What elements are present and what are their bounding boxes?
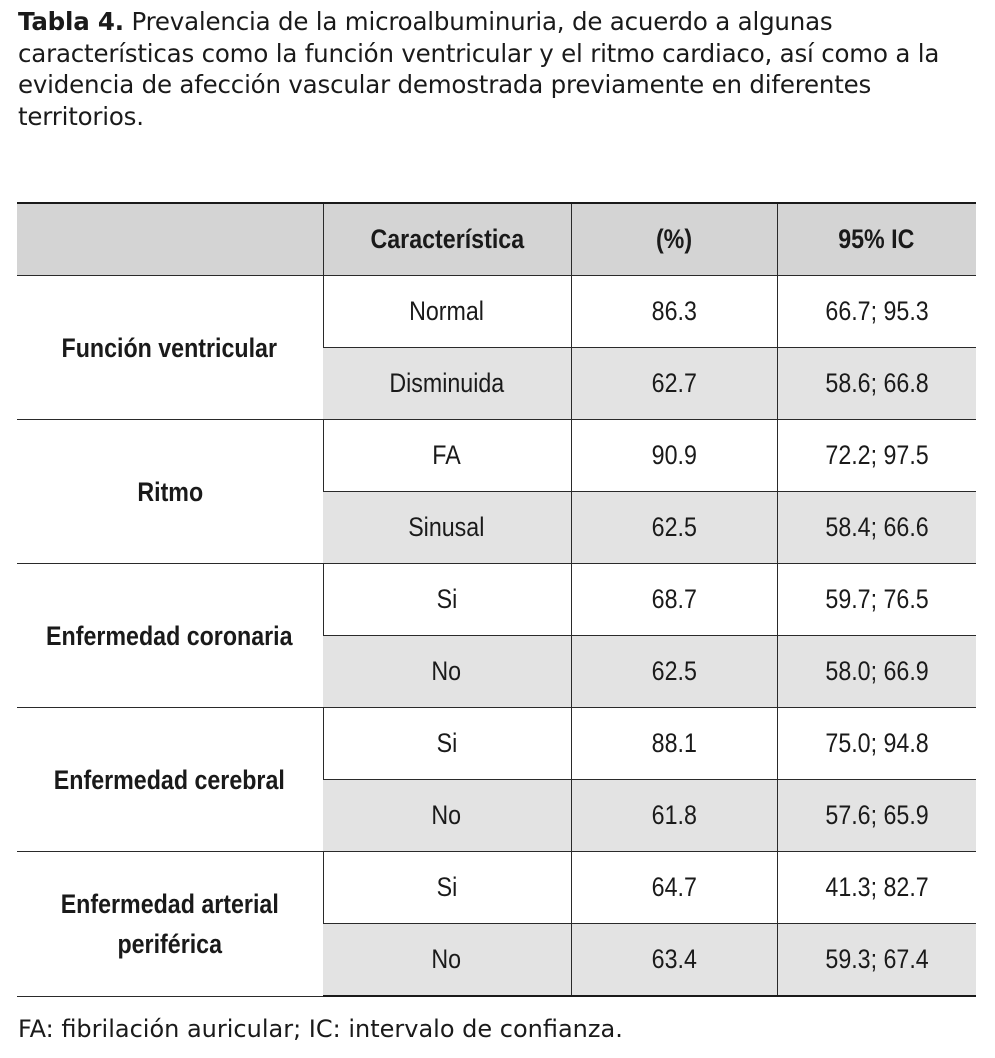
percent-cell xyxy=(571,780,777,852)
table-row xyxy=(17,276,976,348)
footnote: FA: fibrilación auricular; IC: intervalo de confianza. xyxy=(18,1015,623,1043)
group-label xyxy=(17,276,323,420)
ic-cell-value: 57.6; 65.9 xyxy=(825,800,929,830)
percent-cell-value: 64.7 xyxy=(651,872,697,902)
group-label xyxy=(17,564,323,708)
table-row xyxy=(17,420,976,492)
ic-cell-value: 41.3; 82.7 xyxy=(825,872,929,902)
group-label xyxy=(17,852,323,997)
percent-cell-value: 62.5 xyxy=(651,656,697,686)
group-label xyxy=(17,420,323,564)
header-ic-label: 95% IC xyxy=(838,224,915,254)
caracteristica-cell-value: No xyxy=(431,800,462,830)
percent-cell-value: 68.7 xyxy=(651,584,697,614)
percent-cell xyxy=(571,564,777,636)
group-label-text: Enfermedad cerebral xyxy=(54,764,286,795)
header-percent-label: (%) xyxy=(655,224,693,254)
percent-cell xyxy=(571,924,777,997)
ic-cell xyxy=(777,636,976,708)
caracteristica-cell xyxy=(323,924,571,997)
ic-cell-value: 75.0; 94.8 xyxy=(825,728,929,758)
ic-cell-value: 58.0; 66.9 xyxy=(825,656,929,686)
ic-cell xyxy=(777,420,976,492)
percent-cell xyxy=(571,492,777,564)
caracteristica-cell xyxy=(323,636,571,708)
ic-cell-value: 66.7; 95.3 xyxy=(825,296,929,326)
percent-cell xyxy=(571,852,777,924)
ic-cell xyxy=(777,780,976,852)
percent-cell-value: 88.1 xyxy=(651,728,697,758)
header-ic xyxy=(777,203,976,276)
caracteristica-cell-value: Si xyxy=(436,728,458,758)
caracteristica-cell xyxy=(323,420,571,492)
header-caracteristica xyxy=(323,203,571,276)
caracteristica-cell-value: Si xyxy=(436,872,458,902)
percent-cell-value: 61.8 xyxy=(651,800,697,830)
header-group xyxy=(17,203,323,276)
percent-cell xyxy=(571,636,777,708)
table-row xyxy=(17,564,976,636)
caracteristica-cell-value: No xyxy=(431,944,462,974)
percent-cell xyxy=(571,420,777,492)
ic-cell xyxy=(777,708,976,780)
group-label-text: Ritmo xyxy=(136,476,203,507)
caracteristica-cell-value: Sinusal xyxy=(408,512,485,542)
table-body xyxy=(17,276,976,997)
header-percent xyxy=(571,203,777,276)
ic-cell-value: 58.6; 66.8 xyxy=(825,368,929,398)
header-row xyxy=(17,203,976,276)
percent-cell-value: 63.4 xyxy=(651,944,697,974)
percent-cell-value: 62.5 xyxy=(651,512,697,542)
ic-cell-value: 59.7; 76.5 xyxy=(825,584,929,614)
caracteristica-cell xyxy=(323,780,571,852)
group-label xyxy=(17,708,323,852)
ic-cell-value: 59.3; 67.4 xyxy=(825,944,929,974)
ic-cell-value: 58.4; 66.6 xyxy=(825,512,929,542)
caracteristica-cell xyxy=(323,708,571,780)
ic-cell xyxy=(777,564,976,636)
percent-cell-value: 90.9 xyxy=(651,440,697,470)
caracteristica-cell xyxy=(323,348,571,420)
ic-cell xyxy=(777,852,976,924)
caption-text: Prevalencia de la microalbuminuria, de acuerdo a algunas características como la función ventricular y el ritmo cardiaco, así como a la evidencia de afección vascular demostrada previamente en diferentes territorios. xyxy=(18,7,940,131)
caracteristica-cell-value: Disminuida xyxy=(389,368,505,398)
ic-cell xyxy=(777,924,976,997)
table-caption xyxy=(18,6,993,132)
table-row xyxy=(17,852,976,924)
ic-cell xyxy=(777,348,976,420)
prevalence-table xyxy=(17,202,976,997)
percent-cell xyxy=(571,708,777,780)
caracteristica-cell xyxy=(323,492,571,564)
caracteristica-cell xyxy=(323,564,571,636)
percent-cell-value: 86.3 xyxy=(651,296,697,326)
percent-cell-value: 62.7 xyxy=(651,368,697,398)
caracteristica-cell-value: Normal xyxy=(409,296,485,326)
table-row xyxy=(17,708,976,780)
header-caracteristica-label: Característica xyxy=(370,224,524,254)
caption-label: Tabla 4. xyxy=(18,7,124,36)
caracteristica-cell-value: No xyxy=(431,656,462,686)
caracteristica-cell-value: Si xyxy=(436,584,458,614)
caracteristica-cell-value: FA xyxy=(432,440,462,470)
caracteristica-cell xyxy=(323,852,571,924)
caracteristica-cell xyxy=(323,276,571,348)
group-label-text: Función ventricular xyxy=(62,332,278,363)
ic-cell xyxy=(777,276,976,348)
percent-cell xyxy=(571,348,777,420)
percent-cell xyxy=(571,276,777,348)
ic-cell-value: 72.2; 97.5 xyxy=(825,440,929,470)
group-label-text: Enfermedad coronaria xyxy=(46,620,293,651)
group-label-text: Enfermedad arterial periférica xyxy=(60,888,279,959)
ic-cell xyxy=(777,492,976,564)
